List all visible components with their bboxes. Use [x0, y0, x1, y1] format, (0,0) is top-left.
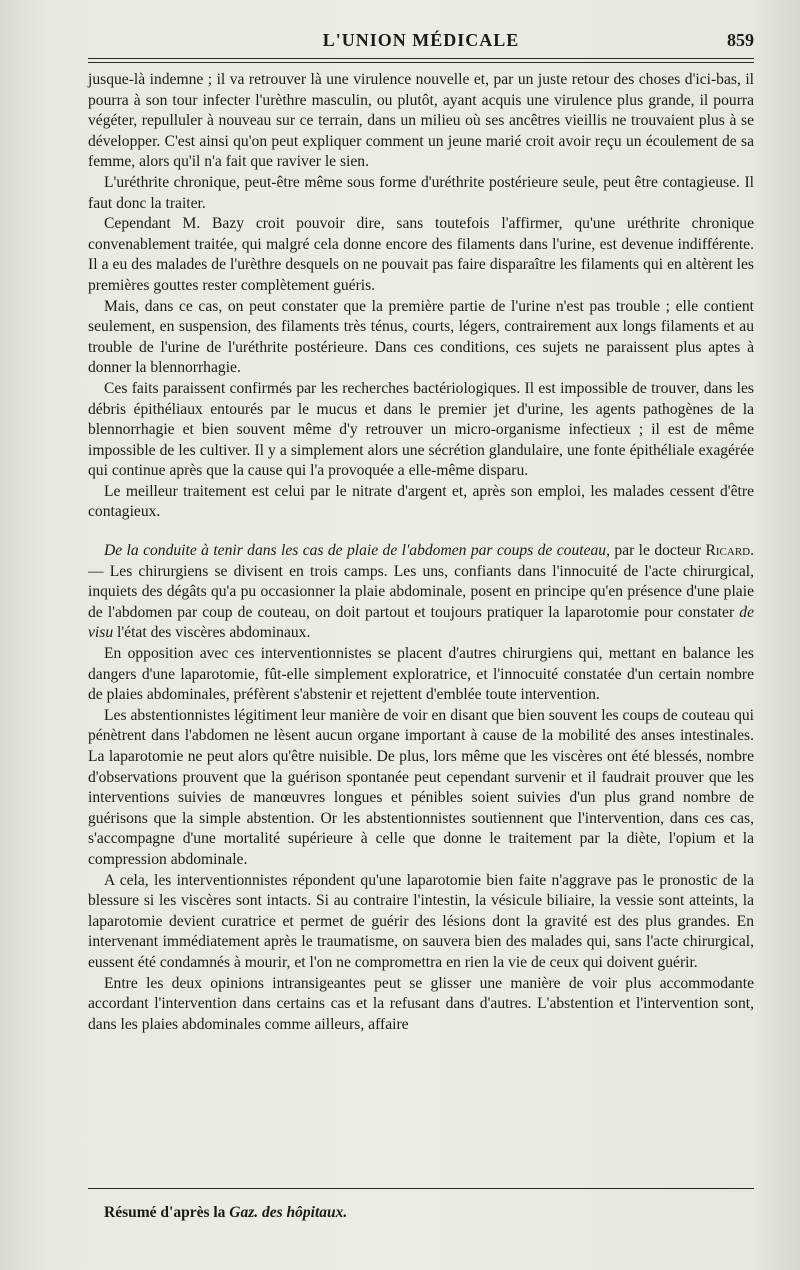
running-title: L'UNION MÉDICALE	[322, 30, 520, 50]
paragraph: Ces faits paraissent confirmés par les recherches bactériologiques. Il est impossible de trouver, dans les débris épithéliaux entourés par le mucus et dans le premier jet d'urine, les agents pathogènes de la blennorrhagie et bien souvent même d'y retrouver un micro-organisme infectieux ; il est de même impossible de les cultiver. Il y a simplement alors une sécrétion glandulaire, une fonte épithéliale exagérée qui continue après que la cause qui l'a provoquée a elle-même disparu.	[88, 379, 754, 480]
paragraph: Entre les deux opinions intransigeantes peut se glisser une manière de voir plus accommodante accordant l'intervention dans certains cas et la refusant dans d'autres. L'abstention et l'intervention sont, dans les plaies abdominales comme ailleurs, affaire	[88, 974, 754, 1033]
paragraph: Les abstentionnistes légitiment leur manière de voir en disant que bien souvent les coups de couteau qui pénètrent dans l'abdomen ne lèsent aucun organe important à cause de la mobilité des anses intestinales. La laparotomie ne peut alors qu'être nuisible. De plus, lors même que les viscères ont été blessés, nombre d'observations prouvent que la guérison spontanée peut cependant survenir et il faudrait prouver que les interventions suivies de manœuvres longues et pénibles soient suivies d'un plus grand nombre de guérisons que la simple abstention. Or les abstentionnistes soutiennent que l'intervention, dans ces cas, s'accompagne d'une mortalité supérieure à celle que donne le traitement par la diète, l'opium et la compression abdominale.	[88, 706, 754, 868]
paragraph: Le meilleur traitement est celui par le nitrate d'argent et, après son emploi, les malades cessent d'être contagieux.	[88, 482, 754, 521]
article-paragraph	[88, 541, 754, 644]
footnote-prefix: Résumé d'après la	[104, 1204, 226, 1221]
paragraph: L'uréthrite chronique, peut-être même sous forme d'uréthrite postérieure seule, peut être contagieuse. Il faut donc la traiter.	[88, 173, 754, 212]
paragraph: Cependant M. Bazy croit pouvoir dire, sans toutefois l'affirmer, qu'une uréthrite chronique convenablement traitée, qui malgré cela donne encore des filaments dans l'urine, est devenue indifférente. Il a eu des malades de l'urèthre desquels on ne pouvait pas faire disparaître les filaments qui en altèrent les premières gouttes rester complètement guéris.	[88, 215, 754, 294]
latin-phrase: de visu	[88, 603, 754, 642]
footnote-rule	[88, 1188, 754, 1189]
article-text-end: l'état des viscères abdominaux.	[117, 624, 311, 642]
body-text	[88, 70, 754, 1035]
page-number: 859	[727, 30, 754, 50]
header-rule	[88, 58, 754, 59]
page-header	[88, 30, 754, 56]
paragraph: En opposition avec ces interventionnistes se placent d'autres chirurgiens qui, mettant en balance les dangers d'une laparotomie, fût-elle simplement exploratrice, et l'innocuité constatée d'un certain nombre de plaies abdominales, préfèrent s'abstenir et rejettent d'emblée toute intervention.	[88, 645, 754, 704]
article-title: De la conduite à tenir dans les cas de plaie de l'abdomen par coups de couteau,	[104, 542, 610, 560]
footnote-source: Gaz. des hôpitaux.	[229, 1204, 348, 1221]
paragraph: Mais, dans ce cas, on peut constater que la première partie de l'urine n'est pas trouble ; elle contient seulement, en suspension, des filaments très ténus, courts, légers, contrairement aux longs filaments et au trouble de l'urine de l'uréthrite postérieure. Dans ces conditions, ces sujets ne paraissent plus aptes à donner la blennorrhagie.	[88, 297, 754, 377]
author-name: Ricard.	[705, 542, 754, 560]
header-rule-thin	[88, 62, 754, 63]
author-prefix: par le docteur	[614, 542, 702, 560]
article-text: — Les chirurgiens se divisent en trois camps. Les uns, confiants dans l'innocuité de l'acte chirurgical, inquiets des dégâts qu'a pu occasionner la plaie abdominale, posent en principe qu'en présence d'une plaie de l'abdomen par coup de couteau, on doit partout et toujours pratiquer la laparotomie pour constater	[88, 562, 754, 621]
footnote	[104, 1204, 744, 1222]
paragraph: A cela, les interventionnistes répondent qu'une laparotomie bien faite n'aggrave pas le pronostic de la blessure si les viscères sont intacts. Si au contraire l'intestin, la vésicule biliaire, la vessie sont atteints, la laparotomie devient curatrice et permet de guérir des lésions dont la gravité est des plus grandes. En intervenant immédiatement après le traumatisme, on sauvera bien des malades qui, sans l'acte chirurgical, eussent été condamnés à mourir, et l'on ne compromettra en rien la vie de ceux qui doivent guérir.	[88, 871, 754, 971]
paragraph: jusque-là indemne ; il va retrouver là une virulence nouvelle et, par un juste retour des choses d'ici-bas, il pourra à son tour infecter l'urèthre masculin, ou plutôt, ayant acquis une virulence plus grande, il pourra végéter, repulluler à nouveau sur ce terrain, dans un milieu où ses ancêtres vieillis ne trouvaient plus à se développer. C'est ainsi qu'on peut expliquer comment un jeune marié croit avoir reçu un écoulement de sa femme, alors qu'il n'a fait que raviver le sien.	[88, 71, 754, 171]
